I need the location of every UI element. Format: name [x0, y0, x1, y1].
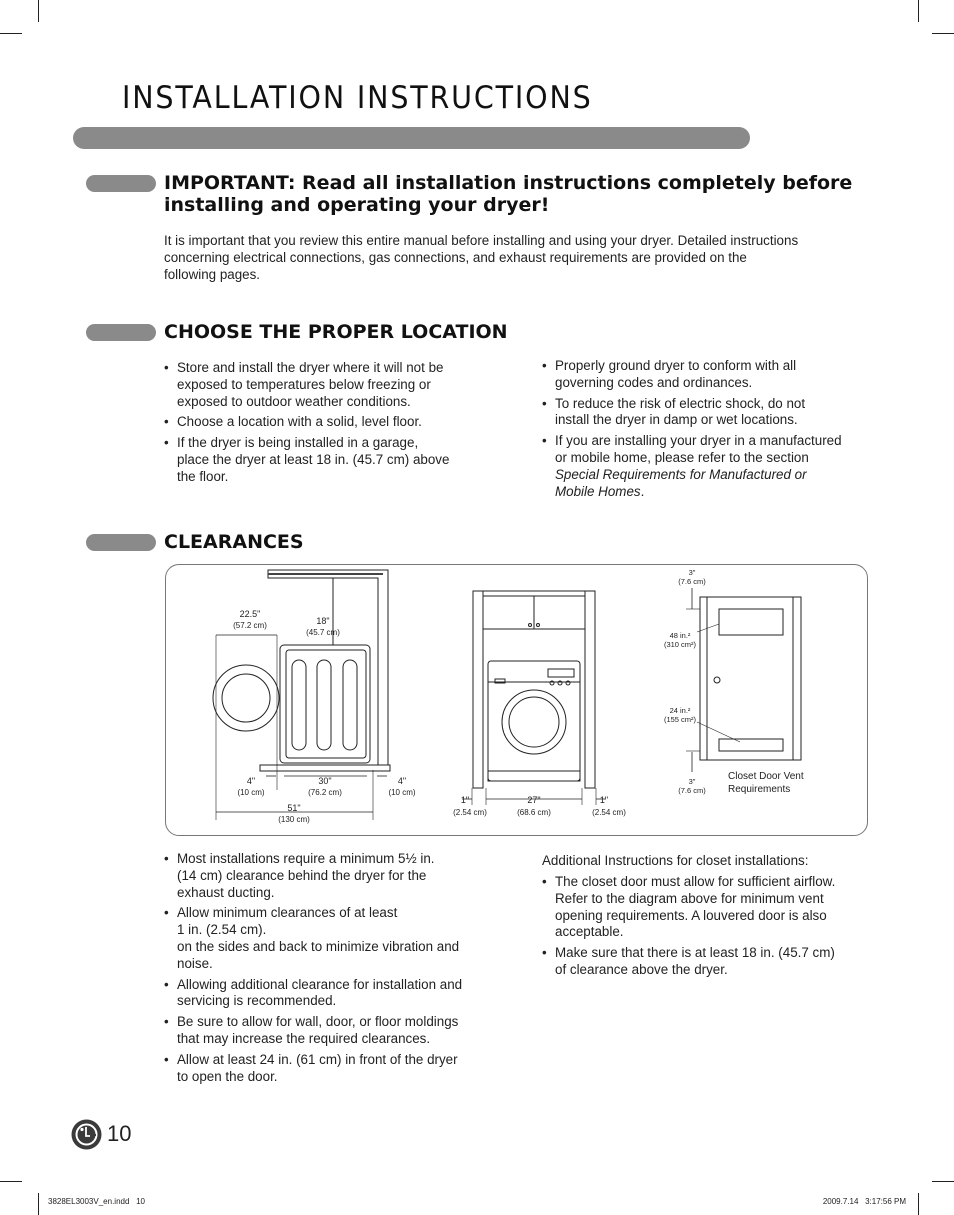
closet-lower-vent-in: 24 in.²	[669, 706, 691, 715]
line: • If you are installing your dryer in a manufactured	[555, 433, 842, 449]
side-top-cm: (45.7 cm)	[306, 628, 340, 637]
side-total-in: 51"	[287, 803, 301, 813]
side-depth-in: 30"	[318, 776, 332, 786]
side-back-cm: (10 cm)	[388, 788, 416, 797]
line: governing codes and ordinances.	[555, 374, 753, 390]
side-depth-cm: (76.2 cm)	[308, 788, 342, 797]
line: the floor.	[177, 468, 229, 484]
list-item	[542, 874, 882, 941]
line: exhaust ducting.	[177, 884, 275, 900]
list-item	[164, 851, 504, 901]
page-title: INSTALLATION INSTRUCTIONS	[122, 80, 593, 116]
side-door-in: 22.5"	[239, 609, 261, 619]
closet-caption: Requirements	[728, 784, 791, 795]
body-line: following pages.	[164, 266, 261, 282]
clearances-heading: CLEARANCES	[164, 531, 304, 553]
body-line: concerning electrical connections, gas connections, and exhaust requirements are provided on the	[164, 249, 747, 265]
line: exposed to temperatures below freezing or	[177, 376, 431, 392]
dryer-door-swing	[213, 665, 279, 731]
closet-upper-vent-in: 48 in.²	[669, 631, 691, 640]
upper-vent	[719, 609, 783, 635]
dryer-door-swing-inner	[222, 674, 270, 722]
line: (14 cm) clearance behind the dryer for the	[177, 867, 427, 883]
line: • Properly ground dryer to conform with all	[555, 358, 797, 373]
list-item	[164, 1052, 504, 1086]
closet-upper-vent-cm: (310 cm²)	[663, 640, 697, 649]
front-right-cm: (2.54 cm)	[592, 808, 626, 817]
line: • Make sure that there is at least 18 in. (45.7 cm)	[555, 945, 835, 961]
front-left-cm: (2.54 cm)	[453, 808, 487, 817]
closet-lower-vent-cm: (155 cm²)	[663, 715, 697, 724]
side-back-in: 4"	[397, 776, 407, 786]
body-line: It is important that you review this entire manual before installing and using your dryer. Detailed instructions	[164, 233, 799, 248]
line: • Allowing additional clearance for installation and	[177, 976, 463, 992]
closet-right-jamb	[793, 597, 801, 760]
lower-vent	[719, 739, 783, 751]
line: Refer to the diagram above for minimum vent	[555, 890, 824, 906]
line: place the dryer at least 18 in. (45.7 cm) above	[177, 451, 450, 467]
important-heading-line: installing and operating your dryer!	[164, 194, 550, 216]
footer-timestamp: 2009.7.14 3:17:56 PM	[822, 1197, 906, 1206]
closet-bottom-in: 3"	[688, 777, 696, 786]
closet-bottom-cm: (7.6 cm)	[678, 786, 706, 795]
front-left-in: 1"	[460, 795, 470, 805]
side-top-in: 18"	[316, 616, 330, 626]
lg-logo-icon	[71, 1119, 102, 1150]
line: of clearance above the dryer.	[555, 961, 728, 977]
list-item	[164, 977, 504, 1011]
line: • To reduce the risk of electric shock, do not	[555, 395, 806, 411]
side-total-cm: (130 cm)	[278, 815, 310, 824]
closet-top-cm: (7.6 cm)	[678, 577, 706, 586]
side-front-in: 4"	[246, 776, 256, 786]
side-view-shelf-shadow	[268, 573, 383, 575]
line: • Allow minimum clearances of at least	[177, 905, 398, 921]
line: • Allow at least 24 in. (61 cm) in front of the dryer	[177, 1051, 458, 1067]
line: • Be sure to allow for wall, door, or floor moldings	[177, 1014, 459, 1030]
line: install the dryer in damp or wet locations.	[555, 412, 798, 428]
important-heading-line: IMPORTANT: Read all installation instructions completely before	[164, 172, 853, 194]
dryer-front-door	[502, 690, 566, 754]
line: • Choose a location with a solid, level floor.	[177, 414, 422, 430]
front-width-cm: (68.6 cm)	[517, 808, 551, 817]
italic-text: Mobile Homes	[555, 483, 641, 499]
suffix: .	[640, 483, 645, 499]
line: exposed to outdoor weather conditions.	[177, 393, 411, 409]
line: that may increase the required clearances.	[177, 1030, 431, 1046]
clearances-right-list	[542, 874, 882, 983]
list-item	[164, 1014, 504, 1048]
line: or mobile home, please refer to the section	[555, 449, 809, 465]
line: • The closet door must allow for sufficient airflow.	[555, 874, 836, 889]
line: to open the door.	[177, 1068, 278, 1084]
footer-file-name: 3828EL3003V_en.indd 10	[48, 1197, 145, 1206]
line: on the sides and back to minimize vibration and	[177, 938, 460, 954]
line: • Most installations require a minimum 5½ in.	[177, 851, 435, 866]
front-right-in: 1"	[599, 795, 609, 805]
list-item	[542, 945, 882, 979]
italic-text: Special Requirements for Manufactured or	[555, 466, 807, 482]
front-view-closet-left	[473, 591, 483, 788]
side-front-cm: (10 cm)	[237, 788, 265, 797]
dryer-control-panel	[548, 669, 574, 677]
location-heading: CHOOSE THE PROPER LOCATION	[164, 321, 508, 343]
list-item	[164, 905, 504, 972]
line: acceptable.	[555, 924, 624, 940]
line: opening requirements. A louvered door is also	[555, 907, 827, 923]
line: • Store and install the dryer where it will not be	[177, 360, 444, 375]
line: noise.	[177, 955, 213, 971]
closet-left-jamb	[700, 597, 707, 760]
front-width-in: 27"	[527, 795, 541, 805]
closet-top-in: 3"	[688, 568, 696, 577]
line: servicing is recommended.	[177, 993, 337, 1009]
side-door-cm: (57.2 cm)	[233, 621, 267, 630]
closet-intro: Additional Instructions for closet installations:	[542, 853, 809, 868]
line: • If the dryer is being installed in a garage,	[177, 435, 419, 451]
closet-caption: Closet Door Vent	[728, 771, 804, 782]
side-view-base	[260, 765, 390, 771]
front-view-closet-right	[585, 591, 595, 788]
page-number: 10	[107, 1121, 132, 1146]
clearances-left-list	[164, 851, 504, 1089]
line: 1 in. (2.54 cm).	[177, 922, 267, 938]
